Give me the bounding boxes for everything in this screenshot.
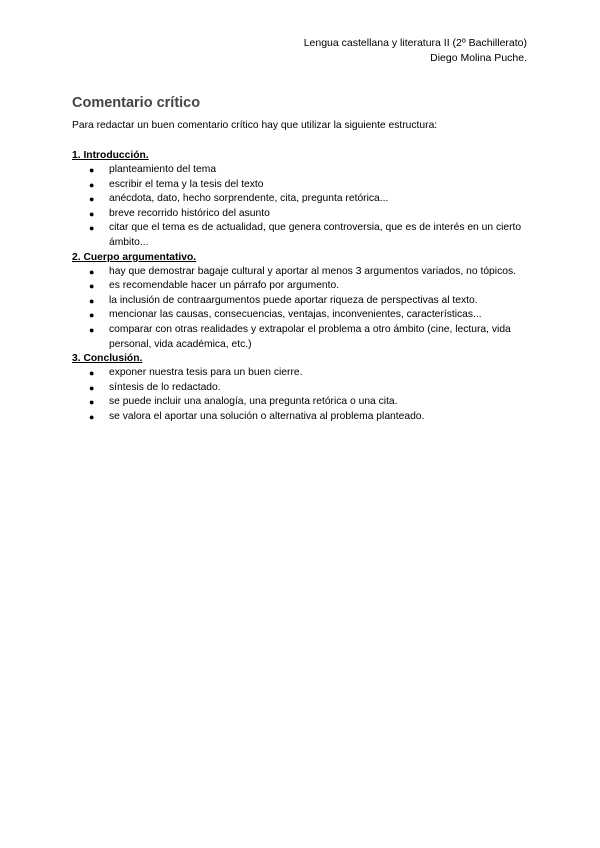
- list-item: [72, 410, 532, 425]
- list-item: [72, 221, 532, 250]
- list-item-text: es recomendable hacer un párrafo por argumento.: [109, 280, 340, 292]
- list-item-text: planteamiento del tema: [109, 164, 217, 175]
- list-item: [72, 395, 532, 410]
- intro-paragraph: Para redactar un buen comentario crítico hay que utilizar la siguiente estructura:: [72, 120, 438, 131]
- bullet-icon: ●: [89, 223, 95, 234]
- bullet-icon: ●: [89, 281, 95, 292]
- section-heading: 1. Introducción.: [72, 150, 149, 161]
- list-item: [72, 192, 532, 207]
- list-item: [72, 323, 532, 352]
- list-item-text: citar que el tema es de actualidad, que genera controversia, que es de interés en un cierto ámbito...: [109, 222, 522, 248]
- list-item-text: comparar con otras realidades y extrapolar el problema a otro ámbito (cine, lectura, vida personal, vida académica, etc.): [109, 323, 511, 350]
- document-title: Comentario crítico: [72, 95, 201, 111]
- bullet-icon: ●: [89, 266, 95, 277]
- bullet-icon: ●: [89, 310, 95, 321]
- bullet-icon: ●: [89, 397, 95, 408]
- bullet-icon: ●: [89, 179, 95, 190]
- document-body: [72, 149, 532, 425]
- bullet-icon: ●: [89, 324, 95, 335]
- bullet-list: [72, 366, 532, 424]
- header-author: Diego Molina Puche.: [430, 52, 527, 64]
- list-item-text: síntesis de lo redactado.: [109, 381, 221, 393]
- list-item: [72, 163, 532, 178]
- bullet-icon: ●: [89, 165, 95, 175]
- list-item: [72, 381, 532, 396]
- list-item-text: escribir el tema y la tesis del texto: [109, 178, 264, 190]
- document-header: [304, 36, 527, 66]
- list-item-text: hay que demostrar bagaje cultural y aportar al menos 3 argumentos variados, no tópicos.: [109, 265, 516, 277]
- section-introduccion: [72, 149, 532, 251]
- list-item-text: se valora el aportar una solución o alternativa al problema planteado.: [109, 410, 425, 422]
- list-item: [72, 207, 532, 222]
- list-item-text: la inclusión de contraargumentos puede aportar riqueza de perspectivas al texto.: [109, 294, 478, 306]
- list-item: [72, 366, 532, 381]
- list-item: [72, 279, 532, 294]
- section-heading: 3. Conclusión.: [72, 353, 143, 365]
- list-item-text: se puede incluir una analogía, una pregunta retórica o una cita.: [109, 396, 398, 408]
- list-item-text: mencionar las causas, consecuencias, ventajas, inconvenientes, características...: [109, 309, 482, 321]
- bullet-icon: ●: [89, 194, 95, 205]
- list-item: [72, 178, 532, 193]
- bullet-list: [72, 265, 532, 353]
- bullet-icon: ●: [89, 411, 95, 422]
- bullet-icon: ●: [89, 382, 95, 393]
- list-item: [72, 294, 532, 309]
- section-heading: 2. Cuerpo argumentativo.: [72, 251, 197, 263]
- list-item-text: breve recorrido histórico del asunto: [109, 207, 270, 219]
- list-item: [72, 308, 532, 323]
- section-cuerpo-argumentativo: [72, 251, 532, 353]
- bullet-list: [72, 163, 532, 251]
- bullet-icon: ●: [89, 208, 95, 219]
- list-item-text: exponer nuestra tesis para un buen cierre.: [109, 367, 303, 379]
- bullet-icon: ●: [89, 295, 95, 306]
- section-conclusion: [72, 352, 532, 424]
- list-item: [72, 265, 532, 280]
- list-item-text: anécdota, dato, hecho sorprendente, cita, pregunta retórica...: [109, 193, 389, 205]
- header-course: Lengua castellana y literatura II (2º Bachillerato): [303, 37, 527, 49]
- bullet-icon: ●: [89, 368, 95, 379]
